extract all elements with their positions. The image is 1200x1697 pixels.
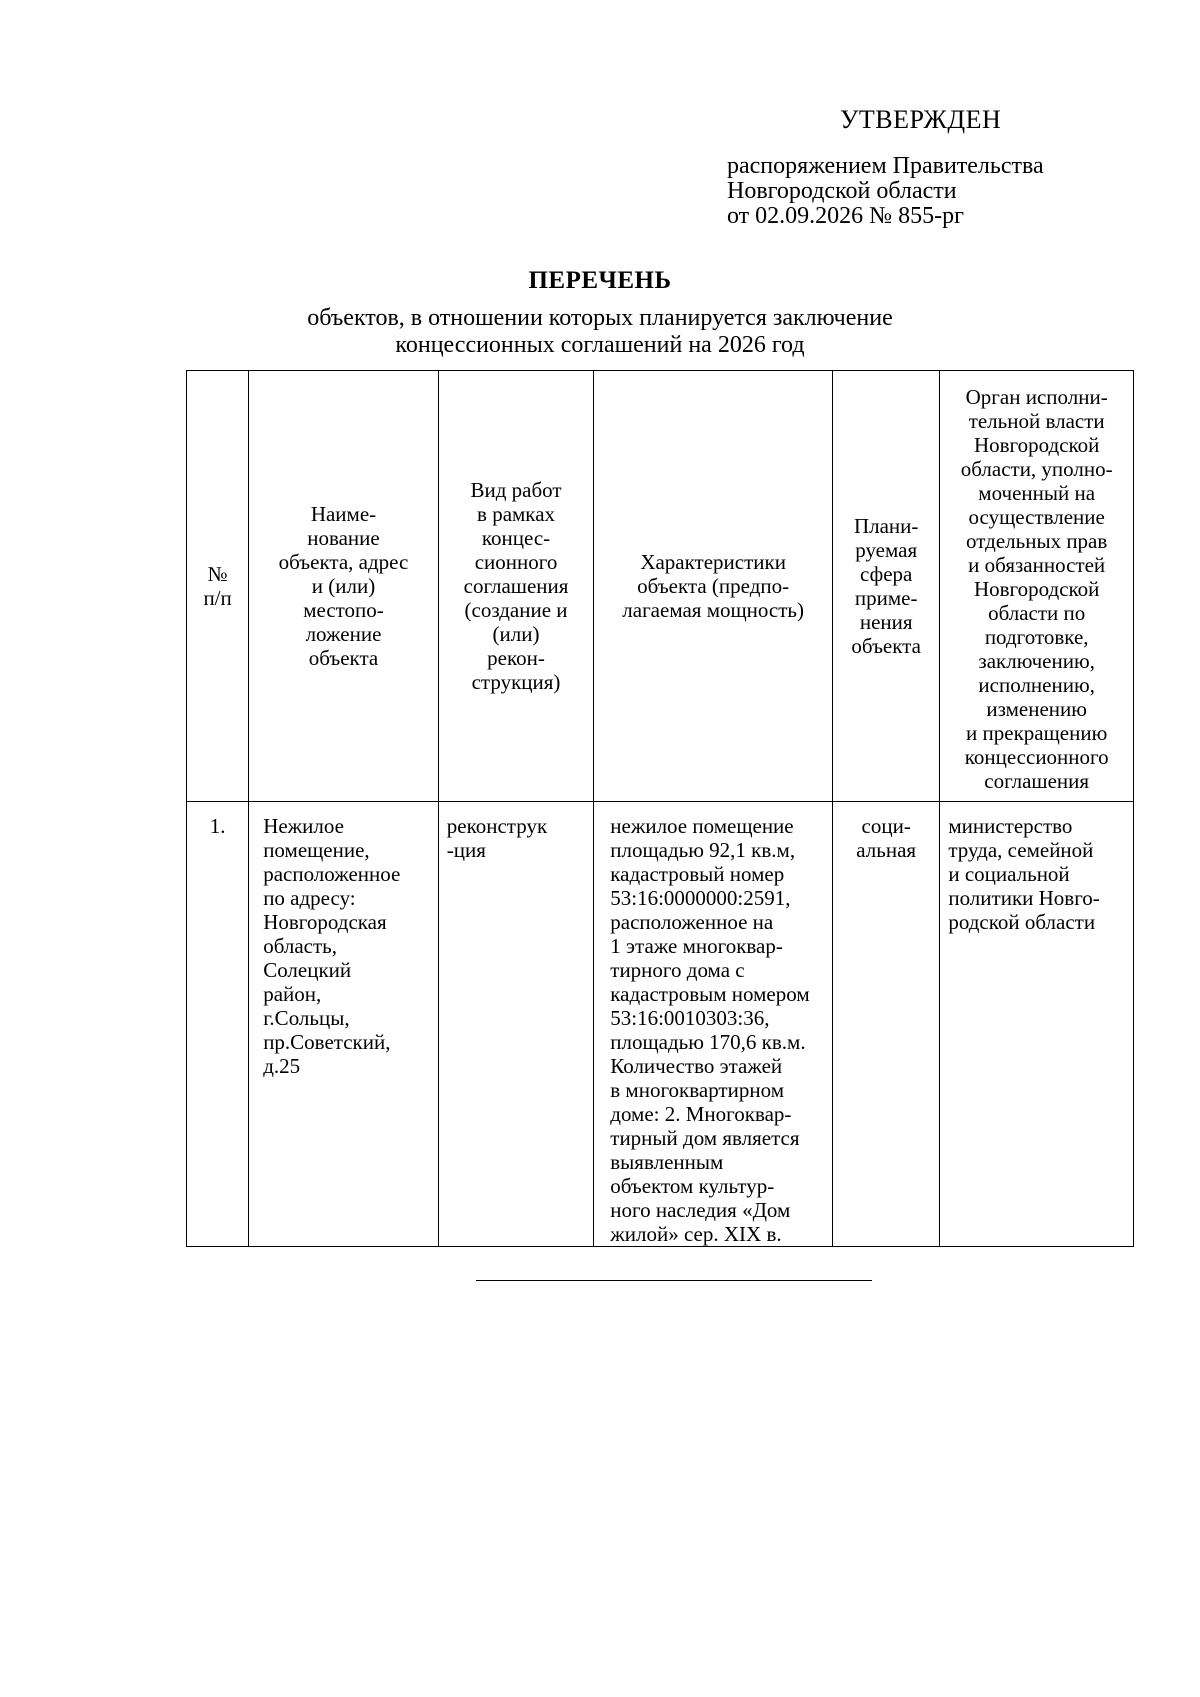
cell-authority bbox=[940, 802, 1134, 1247]
cell-characteristics bbox=[594, 802, 833, 1247]
header-object-name-text: Наиме- нование объекта, адрес и (или) местопо- ложение объекта bbox=[278, 502, 409, 670]
closing-rule bbox=[476, 1280, 872, 1281]
header-characteristics bbox=[594, 371, 833, 802]
cell-work-type bbox=[438, 802, 593, 1247]
approval-line-1: распоряжением Правительства bbox=[727, 153, 1044, 179]
cell-authority-text: министерство труда, семейной и социальной политики Новго- родской области bbox=[948, 814, 1100, 934]
cell-number-text: 1. bbox=[209, 814, 226, 838]
header-authority bbox=[940, 371, 1134, 802]
header-work-type bbox=[438, 371, 593, 802]
approval-line-3: от 02.09.2026 № 855-рг bbox=[727, 203, 964, 229]
approval-stamp-heading: УТВЕРЖДЕН bbox=[840, 105, 1002, 134]
header-sphere bbox=[833, 371, 940, 802]
approval-block bbox=[727, 104, 1167, 229]
cell-characteristics-text: нежилое помещение площадью 92,1 кв.м, кадастровый номер 53:16:0000000:2591, расположенное на 1 этаже многоквар- тирного дома с кадастровым номером 53:16:0010303:36, площадью 170,6 кв.м. Количество этажей в многоквартирном доме: 2. Многоквар- тирный дом является выявленным объектом культур- ного наследия «Дом жилой» сер. XIX в. bbox=[610, 814, 810, 1246]
cell-object-name bbox=[249, 802, 439, 1247]
table-row bbox=[187, 802, 1134, 1247]
cell-object-name-text: Нежилое помещение, расположенное по адресу: Новгородская область, Солецкий район, г.Сольцы, пр.Советский, д.25 bbox=[263, 814, 401, 1078]
cell-work-type-text: реконструк -ция bbox=[446, 814, 548, 862]
header-number bbox=[187, 371, 249, 802]
subtitle-line-1: объектов, в отношении которых планируется заключение bbox=[307, 305, 893, 331]
header-number-text: № п/п bbox=[203, 562, 232, 610]
table-header-row bbox=[187, 371, 1134, 802]
document-subtitle bbox=[0, 305, 1200, 359]
approval-line-2: Новгородской области bbox=[727, 178, 957, 204]
header-work-type-text: Вид работ в рамках концес- сионного соглашения (создание и (или) рекон- струкция) bbox=[463, 478, 569, 694]
cell-sphere bbox=[833, 802, 940, 1247]
objects-table bbox=[186, 370, 1134, 1247]
header-sphere-text: Плани- руемая сфера приме- нения объекта bbox=[851, 514, 921, 658]
subtitle-line-2: концессионных соглашений на 2026 год bbox=[395, 332, 805, 358]
cell-number bbox=[187, 802, 249, 1247]
header-authority-text: Орган исполни- тельной власти Новгородской области, уполно- моченный на осуществление отдельных прав и обязанностей Новгородской области по подготовке, заключению, исполнению, изменению и прекращению концессионного соглашения bbox=[960, 385, 1113, 793]
header-characteristics-text: Характеристики объекта (предпо- лагаемая мощность) bbox=[622, 550, 804, 622]
cell-sphere-text: соци- альная bbox=[856, 814, 917, 862]
header-object-name bbox=[249, 371, 439, 802]
document-title: ПЕРЕЧЕНЬ bbox=[528, 267, 672, 294]
